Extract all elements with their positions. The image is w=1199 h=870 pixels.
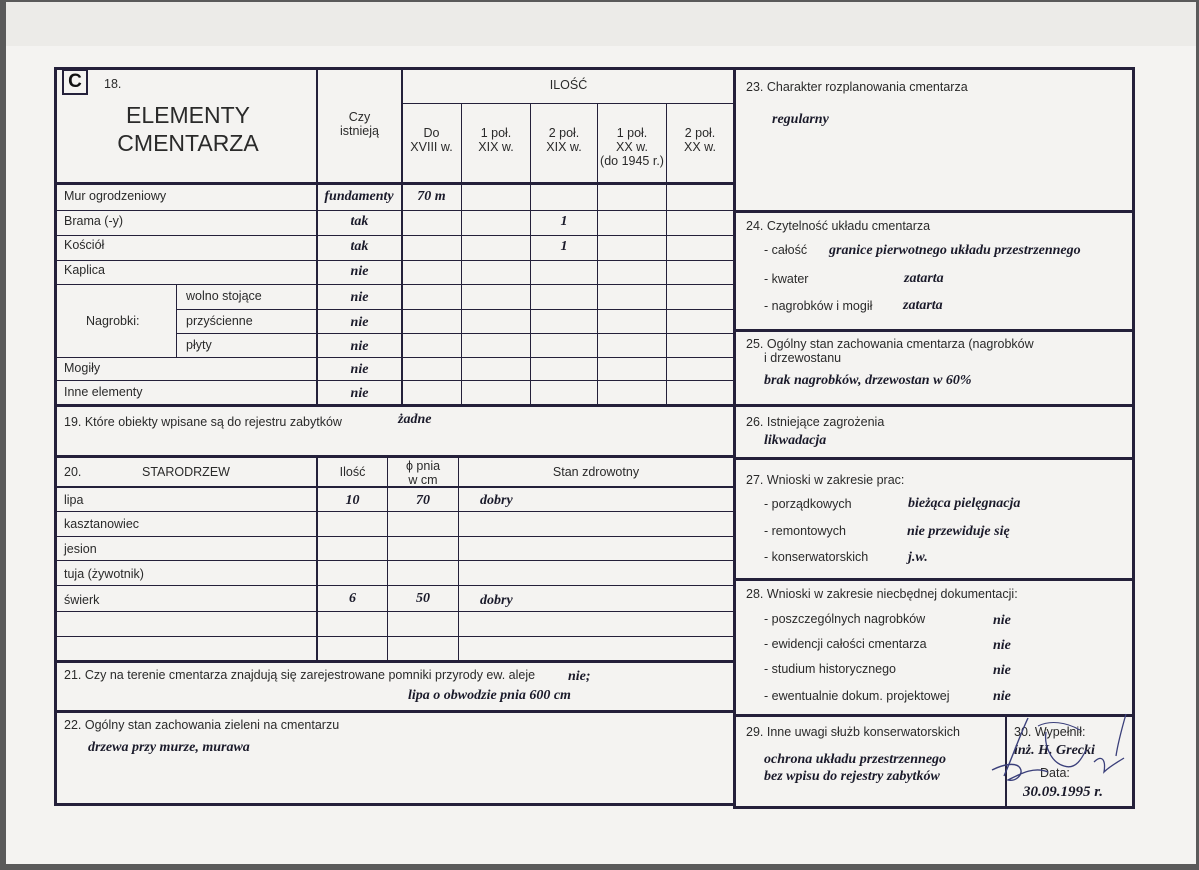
s28-item-value: nie — [993, 663, 1011, 678]
s30-date: 30.09.1995 r. — [1023, 784, 1104, 800]
s29-question: 29. Inne uwagi służb konserwatorskich — [746, 725, 961, 739]
element-exists: fundamenty — [324, 189, 394, 204]
element-count: 1 — [560, 239, 568, 254]
tree-diameter: 50 — [416, 591, 430, 606]
tree-diameter: 70 — [416, 493, 430, 508]
grid-line — [733, 578, 1135, 581]
grid-line — [54, 511, 735, 512]
grid-line — [176, 284, 177, 357]
frame-top — [54, 67, 1135, 70]
period-header: XIX w. — [546, 140, 582, 154]
s24-question: 24. Czytelność układu cmentarza — [746, 219, 931, 233]
handwritten-signature — [990, 710, 1135, 788]
element-count: 1 — [560, 214, 568, 229]
s21-answer2: lipa o obwodzie pnia 600 cm — [408, 688, 571, 703]
grid-line — [54, 636, 735, 637]
tree-name: jesion — [64, 542, 97, 556]
grid-line — [733, 329, 1135, 332]
s30-label: 30. Wypełnił: — [1014, 725, 1086, 739]
s24-item-label: - nagrobków i mogił — [764, 299, 873, 313]
grid-line — [401, 67, 403, 406]
s28-item-label: - ewidencji całości cmentarza — [764, 637, 927, 651]
grid-line — [54, 380, 735, 381]
period-header: XX w. — [684, 140, 716, 154]
tree-name: kasztanowiec — [64, 517, 140, 531]
element-label: Kaplica — [64, 263, 105, 277]
grid-line — [401, 103, 734, 104]
element-label: wolno stojące — [186, 289, 262, 303]
tree-health: dobry — [480, 593, 513, 608]
s21-answer1: nie; — [568, 669, 591, 684]
grid-line — [733, 210, 1135, 213]
s28-item-value: nie — [993, 613, 1011, 628]
s28-item-label: - studium historycznego — [764, 662, 897, 676]
s27-item-value: nie przewiduje się — [907, 524, 1010, 539]
grid-line — [54, 357, 735, 358]
frame-bottom-left — [54, 803, 735, 806]
s27-item-label: - porządkowych — [764, 497, 852, 511]
grid-line — [176, 309, 735, 310]
s23-question: 23. Charakter rozplanowania cmentarza — [746, 80, 968, 94]
tree-name: lipa — [64, 493, 84, 507]
s24-item-label: - kwater — [764, 272, 809, 286]
s20-title: STARODRZEW — [142, 465, 230, 479]
grid-line — [176, 333, 735, 334]
s22-question: 22. Ogólny stan zachowania zieleni na cmentarzu — [64, 718, 340, 732]
nagrobki-label: Nagrobki: — [86, 314, 140, 328]
s27-item-value: j.w. — [908, 550, 928, 565]
s19-answer: żadne — [398, 412, 432, 427]
element-exists: nie — [350, 339, 369, 354]
grid-line — [54, 660, 735, 663]
s27-item-value: bieżąca pielęgnacja — [908, 496, 1021, 511]
element-exists: nie — [350, 315, 369, 330]
s19-question: 19. Które obiekty wpisane są do rejestru zabytków — [64, 415, 342, 429]
s20-col-ilosc: Ilość — [339, 465, 366, 479]
s29-answer2: bez wpisu do rejestry zabytków — [764, 769, 940, 784]
grid-line — [54, 235, 735, 236]
period-header: 1 poł. — [480, 126, 512, 140]
grid-line — [54, 710, 735, 713]
period-header: XIX w. — [478, 140, 514, 154]
grid-line — [54, 560, 735, 561]
s25-question-cont: i drzewostanu — [764, 351, 842, 365]
period-header: (do 1945 r.) — [600, 154, 664, 168]
s30-date-label: Data: — [1040, 766, 1070, 780]
s20-col-pnia-unit: w cm — [408, 473, 438, 487]
period-header: Do — [423, 126, 440, 140]
s24-item-value: zatarta — [903, 298, 943, 313]
period-header: XX w. — [616, 140, 648, 154]
element-exists: tak — [350, 239, 369, 254]
tree-health: dobry — [480, 493, 513, 508]
element-exists: tak — [350, 214, 369, 229]
s26-answer: likwadacja — [764, 433, 827, 448]
s21-question: 21. Czy na terenie cmentarza znajdują się zarejestrowane pomniki przyrody ew. aleje — [64, 668, 536, 682]
period-header: 1 poł. — [616, 126, 648, 140]
grid-line — [54, 585, 735, 586]
s20-number: 20. — [64, 465, 82, 479]
s26-question: 26. Istniejące zagrożenia — [746, 415, 885, 429]
grid-line — [733, 457, 1135, 460]
frame-middle — [733, 67, 736, 809]
tree-name: tuja (żywotnik) — [64, 567, 144, 581]
col-header-ilosc: ILOŚĆ — [549, 78, 588, 92]
element-exists: nie — [350, 386, 369, 401]
period-header: 2 poł. — [684, 126, 716, 140]
col-header-istnieja: istnieją — [340, 124, 379, 138]
s27-question: 27. Wnioski w zakresie prac: — [746, 473, 905, 487]
grid-line — [54, 455, 735, 458]
s30-name: inż. H. Grecki — [1014, 743, 1095, 758]
s25-question: 25. Ogólny stan zachowania cmentarza (nagrobków — [746, 337, 1034, 351]
s20-col-pnia: ϕ pnia — [405, 459, 441, 473]
s20-col-stan: Stan zdrowotny — [552, 465, 640, 479]
frame-left — [54, 67, 57, 806]
element-exists: nie — [350, 264, 369, 279]
frame-right — [1132, 67, 1135, 809]
grid-line — [54, 536, 735, 537]
s27-item-label: - remontowych — [764, 524, 846, 538]
s28-item-label: - poszczególnych nagrobków — [764, 612, 926, 626]
s23-answer: regularny — [772, 112, 829, 127]
s28-item-value: nie — [993, 689, 1011, 704]
section-letter-box: C — [62, 69, 88, 95]
s28-item-value: nie — [993, 638, 1011, 653]
s24-item-value: granice pierwotnego układu przestrzennego — [829, 243, 1081, 258]
s27-item-label: - konserwatorskich — [764, 550, 869, 564]
section-title-line1: ELEMENTY — [126, 102, 250, 128]
element-label: przyścienne — [186, 314, 253, 328]
grid-line — [54, 611, 735, 612]
element-count: 70 m — [417, 189, 446, 204]
section-title-line2: CMENTARZA — [117, 130, 259, 156]
s24-item-value: zatarta — [904, 271, 944, 286]
period-header: 2 poł. — [548, 126, 580, 140]
element-exists: nie — [350, 290, 369, 305]
s22-answer: drzewa przy murze, murawa — [88, 740, 250, 755]
element-exists: nie — [350, 362, 369, 377]
grid-line — [54, 404, 735, 407]
s29-answer1: ochrona układu przestrzennego — [764, 752, 947, 767]
tree-count: 6 — [349, 591, 356, 606]
element-label: Inne elementy — [64, 385, 143, 399]
element-label: Mogiły — [64, 361, 101, 375]
grid-line — [54, 260, 735, 261]
s25-answer: brak nagrobków, drzewostan w 60% — [764, 373, 972, 388]
frame-bottom-right — [735, 806, 1135, 809]
col-header-czy: Czy — [348, 110, 371, 124]
element-label: Mur ogrodzeniowy — [64, 189, 167, 203]
grid-line — [54, 182, 735, 185]
tree-name: świerk — [64, 593, 100, 607]
tree-count: 10 — [345, 493, 360, 508]
s28-item-label: - ewentualnie dokum. projektowej — [764, 689, 950, 703]
period-header: XVIII w. — [410, 140, 453, 154]
element-label: Brama (-y) — [64, 214, 124, 228]
grid-line — [54, 284, 735, 285]
grid-line — [733, 404, 1135, 407]
s24-item-label: - całość — [764, 243, 808, 257]
grid-line — [54, 210, 735, 211]
s28-question: 28. Wnioski w zakresie niecbędnej dokumentacji: — [746, 587, 1018, 601]
element-label: Kościół — [64, 238, 105, 252]
element-label: płyty — [186, 338, 212, 352]
section-number: 18. — [104, 77, 122, 91]
